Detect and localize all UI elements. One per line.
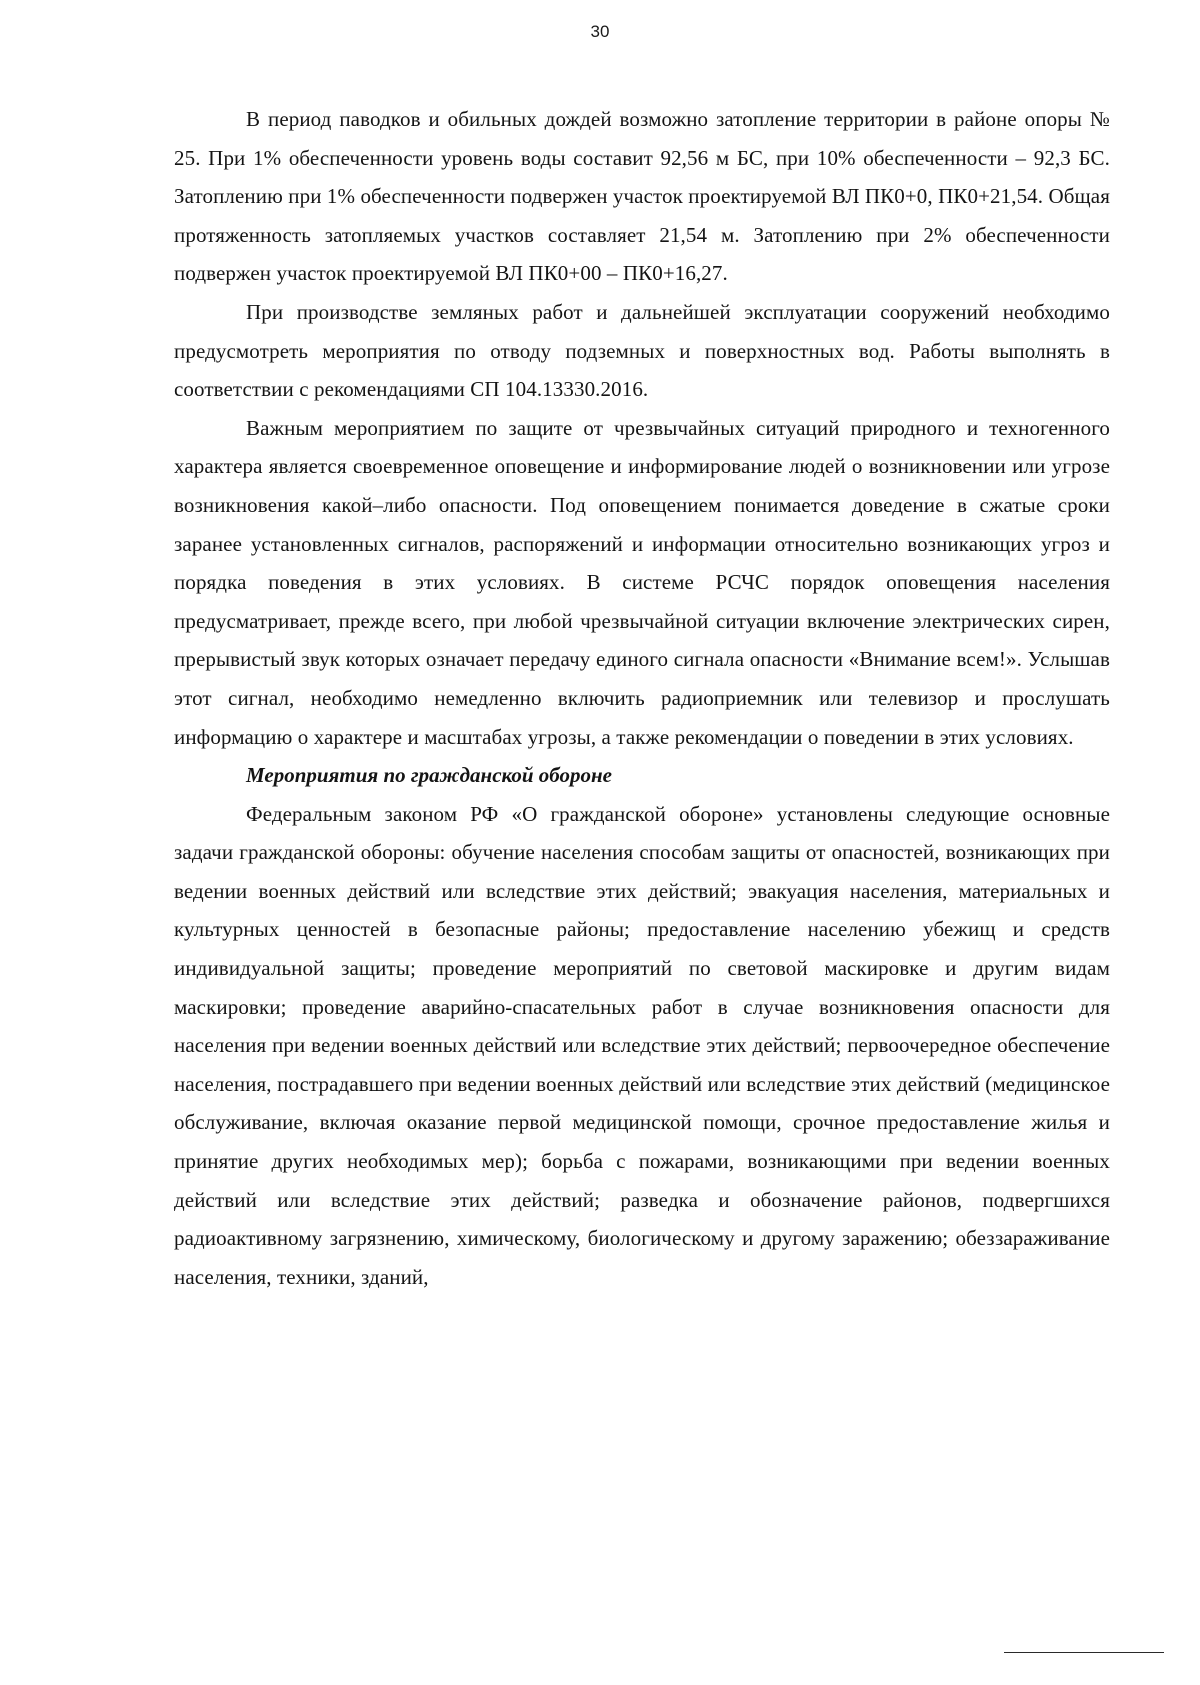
- footer-rule: [1004, 1652, 1164, 1653]
- paragraph-flooding: В период паводков и обильных дождей возможно затопление территории в районе опоры № 25. При 1% обеспеченности уровень воды составит 92,56 м БС, при 10% обеспеченности – 92,3 БС. Затоплению при 1% обеспеченности подвержен участок проектируемой ВЛ ПК0+0, ПК0+21,54. Общая протяженность затопляемых участков составляет 21,54 м. Затоплению при 2% обеспеченности подвержен участок проектируемой ВЛ ПК0+00 – ПК0+16,27.: [174, 107, 1110, 286]
- page-number: 30: [590, 22, 610, 41]
- paragraph-civil-defense: Федеральным законом РФ «О гражданской обороне» установлены следующие основные задачи гражданской обороны: обучение населения способам защиты от опасностей, возникающих при ведении военных действий или вследствие этих действий; эвакуация населения, материальных и культурных ценностей в безопасные районы; предоставление населению убежищ и средств индивидуальной защиты; проведение мероприятий по световой маскировке и другим видам маскировки; проведение аварийно-спасательных работ в случае возникновения опасности для населения при ведении военных действий или вследствие этих действий; первоочередное обеспечение населения, пострадавшего при ведении военных действий или вследствие этих действий (медицинское обслуживание, включая оказание первой медицинской помощи, срочное предоставление жилья и принятие других необходимых мер); борьба с пожарами, возникающими при ведении военных действий или вследствие этих действий; разведка и обозначение районов, подвергшихся радиоактивному загрязнению, химическому, биологическому и другому заражению; обеззараживание населения, техники, зданий,: [174, 801, 1110, 1289]
- paragraph-drainage: При производстве земляных работ и дальнейшей эксплуатации сооружений необходимо предусмотреть мероприятия по отводу подземных и поверхностных вод. Работы выполнять в соответствии с рекомендациями СП 104.13330.2016.: [174, 299, 1110, 402]
- document-body: [174, 100, 1110, 1296]
- paragraph-warning: Важным мероприятием по защите от чрезвычайных ситуаций природного и техногенного характера является своевременное оповещение и информирование людей о возникновении или угрозе возникновения какой–либо опасности. Под оповещением понимается доведение в сжатые сроки заранее установленных сигналов, распоряжений и информации относительно возникающих угроз и порядка поведения в этих условиях. В системе РСЧС порядок оповещения населения предусматривает, прежде всего, при любой чрезвычайной ситуации включение электрических сирен, прерывистый звук которых означает передачу единого сигнала опасности «Внимание всем!». Услышав этот сигнал, необходимо немедленно включить радиоприемник или телевизор и прослушать информацию о характере и масштабах угрозы, а также рекомендации о поведении в этих условиях.: [174, 415, 1110, 749]
- section-heading: Мероприятия по гражданской обороне: [246, 763, 612, 788]
